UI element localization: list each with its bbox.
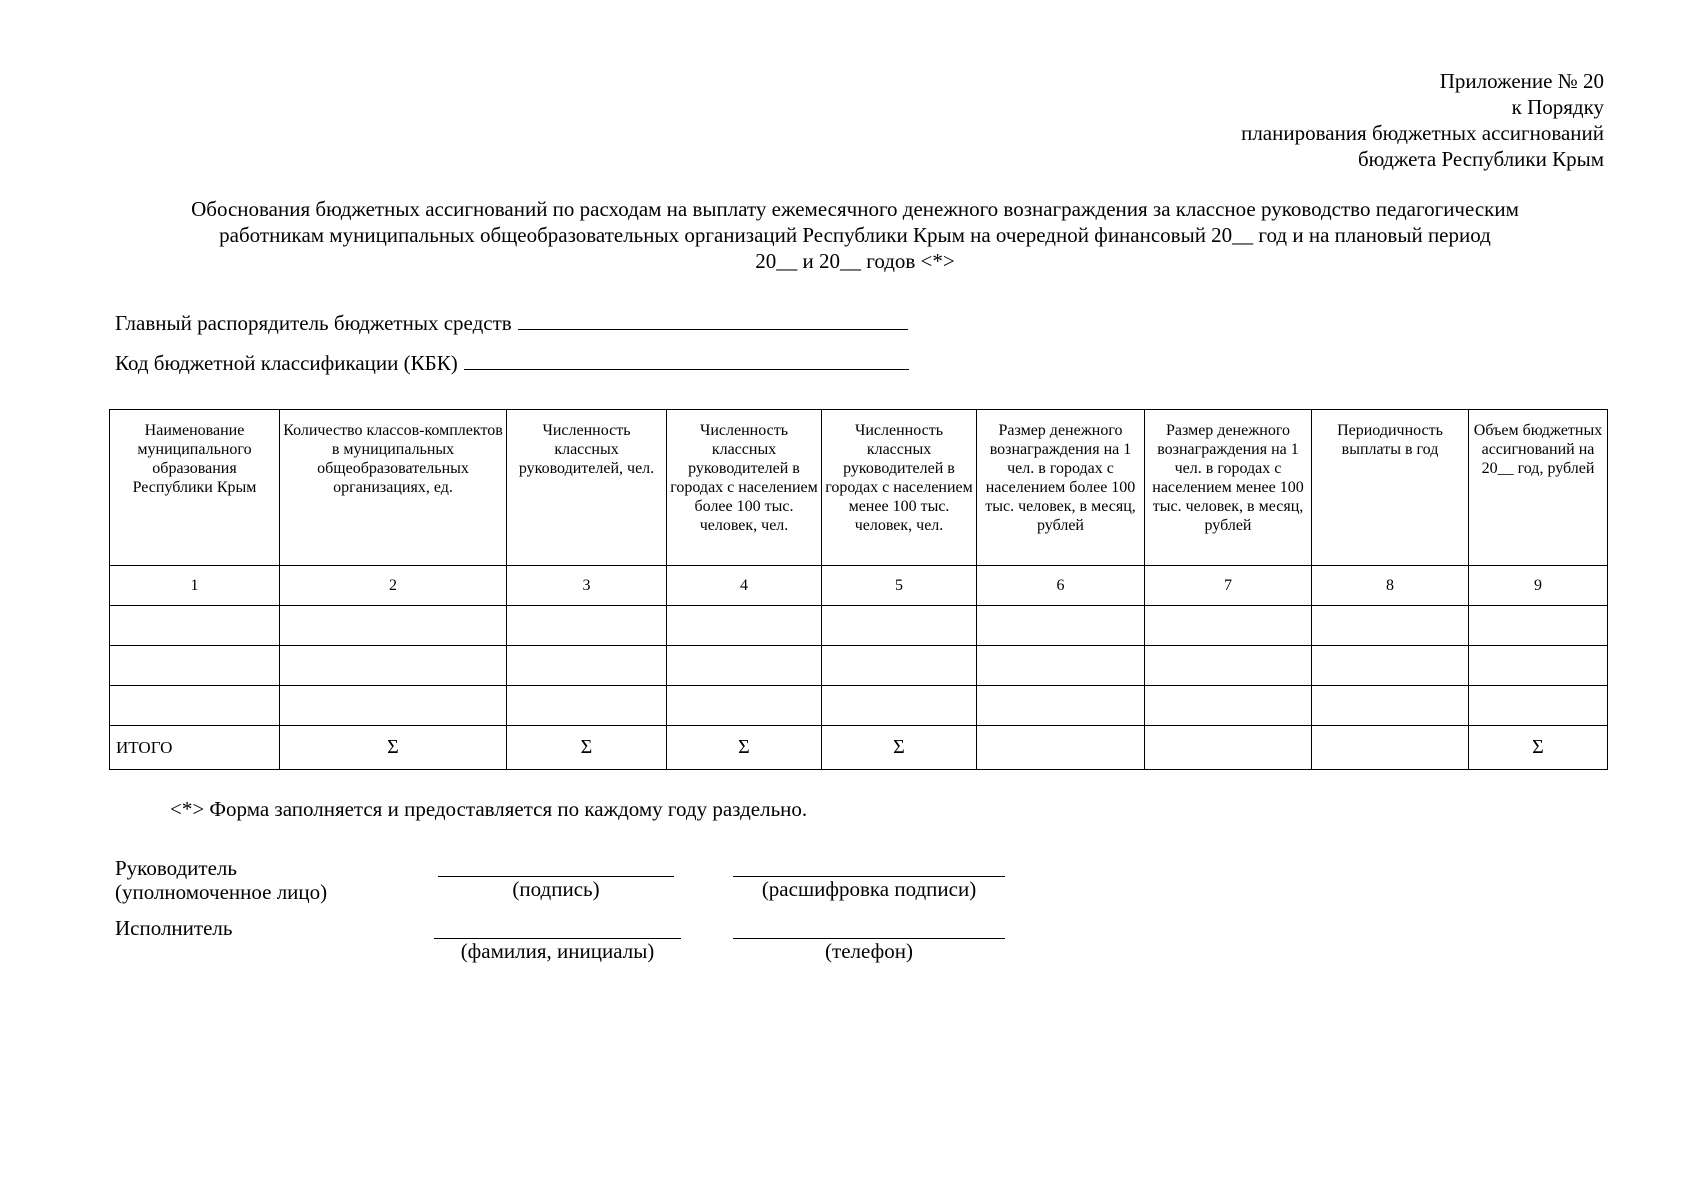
column-number: 2: [280, 566, 507, 606]
main-manager-field: [115, 310, 908, 336]
head-label: Руководитель: [115, 856, 237, 880]
table-cell[interactable]: [822, 646, 977, 686]
column-number: 1: [110, 566, 280, 606]
table-cell[interactable]: [667, 606, 822, 646]
table-cell[interactable]: [507, 606, 667, 646]
kbk-field: [115, 350, 909, 376]
table-cell[interactable]: [280, 606, 507, 646]
phone-caption: (телефон): [825, 939, 913, 963]
total-sum: Σ: [280, 726, 507, 770]
total-sum: Σ: [507, 726, 667, 770]
kbk-label: Код бюджетной классификации (КБК): [115, 351, 458, 375]
header-cell: Численность классных руководителей, чел.: [507, 410, 667, 566]
column-number: 7: [1145, 566, 1312, 606]
table-cell[interactable]: [977, 686, 1145, 726]
footnote: <*> Форма заполняется и предоставляется по каждому году раздельно.: [170, 797, 808, 821]
appendix-to-order: к Порядку: [1511, 95, 1604, 119]
table-cell[interactable]: [110, 606, 280, 646]
table-cell[interactable]: [110, 646, 280, 686]
signature-slot[interactable]: [438, 876, 674, 901]
signature-decoding-caption: (расшифровка подписи): [761, 877, 977, 901]
table-cell[interactable]: [280, 646, 507, 686]
authorized-person-label: (уполномоченное лицо): [115, 880, 328, 904]
header-cell: Наименование муниципального образования Республики Крым: [110, 410, 280, 566]
table-row: [110, 646, 1608, 686]
table-cell[interactable]: [977, 606, 1145, 646]
main-manager-label: Главный распорядитель бюджетных средств: [115, 311, 512, 335]
table-cell[interactable]: [977, 646, 1145, 686]
column-number: 6: [977, 566, 1145, 606]
column-number: 5: [822, 566, 977, 606]
header-cell: Периодичность выплаты в год: [1312, 410, 1469, 566]
header-cell: Количество классов-комплектов в муниципальных общеобразовательных организациях, ед.: [280, 410, 507, 566]
column-number-row: [110, 566, 1608, 606]
column-number: 8: [1312, 566, 1469, 606]
main-manager-blank[interactable]: [518, 311, 908, 330]
table-header-row: [110, 410, 1608, 566]
table-cell[interactable]: [1312, 686, 1469, 726]
table-row: [110, 606, 1608, 646]
table-cell[interactable]: [1145, 646, 1312, 686]
table-cell[interactable]: [507, 646, 667, 686]
table-cell[interactable]: [1312, 646, 1469, 686]
appendix-number: Приложение № 20: [1439, 69, 1604, 93]
table-row: [110, 686, 1608, 726]
appendix-budget-name: бюджета Республики Крым: [1357, 147, 1604, 171]
table-cell[interactable]: [667, 646, 822, 686]
table-cell[interactable]: [667, 686, 822, 726]
executor-label: Исполнитель: [115, 916, 233, 940]
table-cell[interactable]: [1469, 646, 1608, 686]
table-cell[interactable]: [1469, 606, 1608, 646]
signature-decoding-slot[interactable]: [733, 876, 1005, 901]
table-cell[interactable]: [1312, 606, 1469, 646]
total-label: ИТОГО: [110, 726, 280, 770]
table-cell[interactable]: [110, 686, 280, 726]
total-sum: Σ: [822, 726, 977, 770]
total-sum: Σ: [1469, 726, 1608, 770]
total-sum: Σ: [667, 726, 822, 770]
appropriations-table: [109, 409, 1608, 770]
table-cell[interactable]: [822, 606, 977, 646]
name-initials-caption: (фамилия, инициалы): [460, 939, 655, 963]
header-cell: Размер денежного вознаграждения на 1 чел. в городах с населением более 100 тыс. человек, в месяц, рублей: [977, 410, 1145, 566]
column-number: 3: [507, 566, 667, 606]
table-cell[interactable]: [1145, 606, 1312, 646]
total-cell: [977, 726, 1145, 770]
header-cell: Численность классных руководителей в городах с населением менее 100 тыс. человек, чел.: [822, 410, 977, 566]
total-row: [110, 726, 1608, 770]
name-initials-slot[interactable]: [434, 938, 681, 963]
total-cell: [1312, 726, 1469, 770]
phone-slot[interactable]: [733, 938, 1005, 963]
title-line-2: работникам муниципальных общеобразовательных организаций Республики Крым на очередной финансовый 20__ год и на плановый период: [219, 223, 1491, 247]
appendix-header: [1241, 68, 1604, 172]
column-number: 4: [667, 566, 822, 606]
table-cell[interactable]: [280, 686, 507, 726]
title-line-1: Обоснования бюджетных ассигнований по расходам на выплату ежемесячного денежного вознаграждения за классное руководство педагогическим: [191, 197, 1519, 221]
table-cell[interactable]: [822, 686, 977, 726]
header-cell: Размер денежного вознаграждения на 1 чел. в городах с населением менее 100 тыс. человек, в месяц, рублей: [1145, 410, 1312, 566]
head-signature-label: [115, 856, 327, 904]
table-cell[interactable]: [507, 686, 667, 726]
table-cell[interactable]: [1145, 686, 1312, 726]
title-line-3: 20__ и 20__ годов <*>: [755, 249, 955, 273]
table-cell[interactable]: [1469, 686, 1608, 726]
appendix-order-name: планирования бюджетных ассигнований: [1241, 121, 1604, 145]
total-cell: [1145, 726, 1312, 770]
header-cell: Объем бюджетных ассигнований на 20__ год, рублей: [1469, 410, 1608, 566]
kbk-blank[interactable]: [464, 351, 909, 370]
signature-caption: (подпись): [512, 877, 600, 901]
header-cell: Численность классных руководителей в городах с населением более 100 тыс. человек, чел.: [667, 410, 822, 566]
column-number: 9: [1469, 566, 1608, 606]
document-title: [110, 196, 1600, 274]
